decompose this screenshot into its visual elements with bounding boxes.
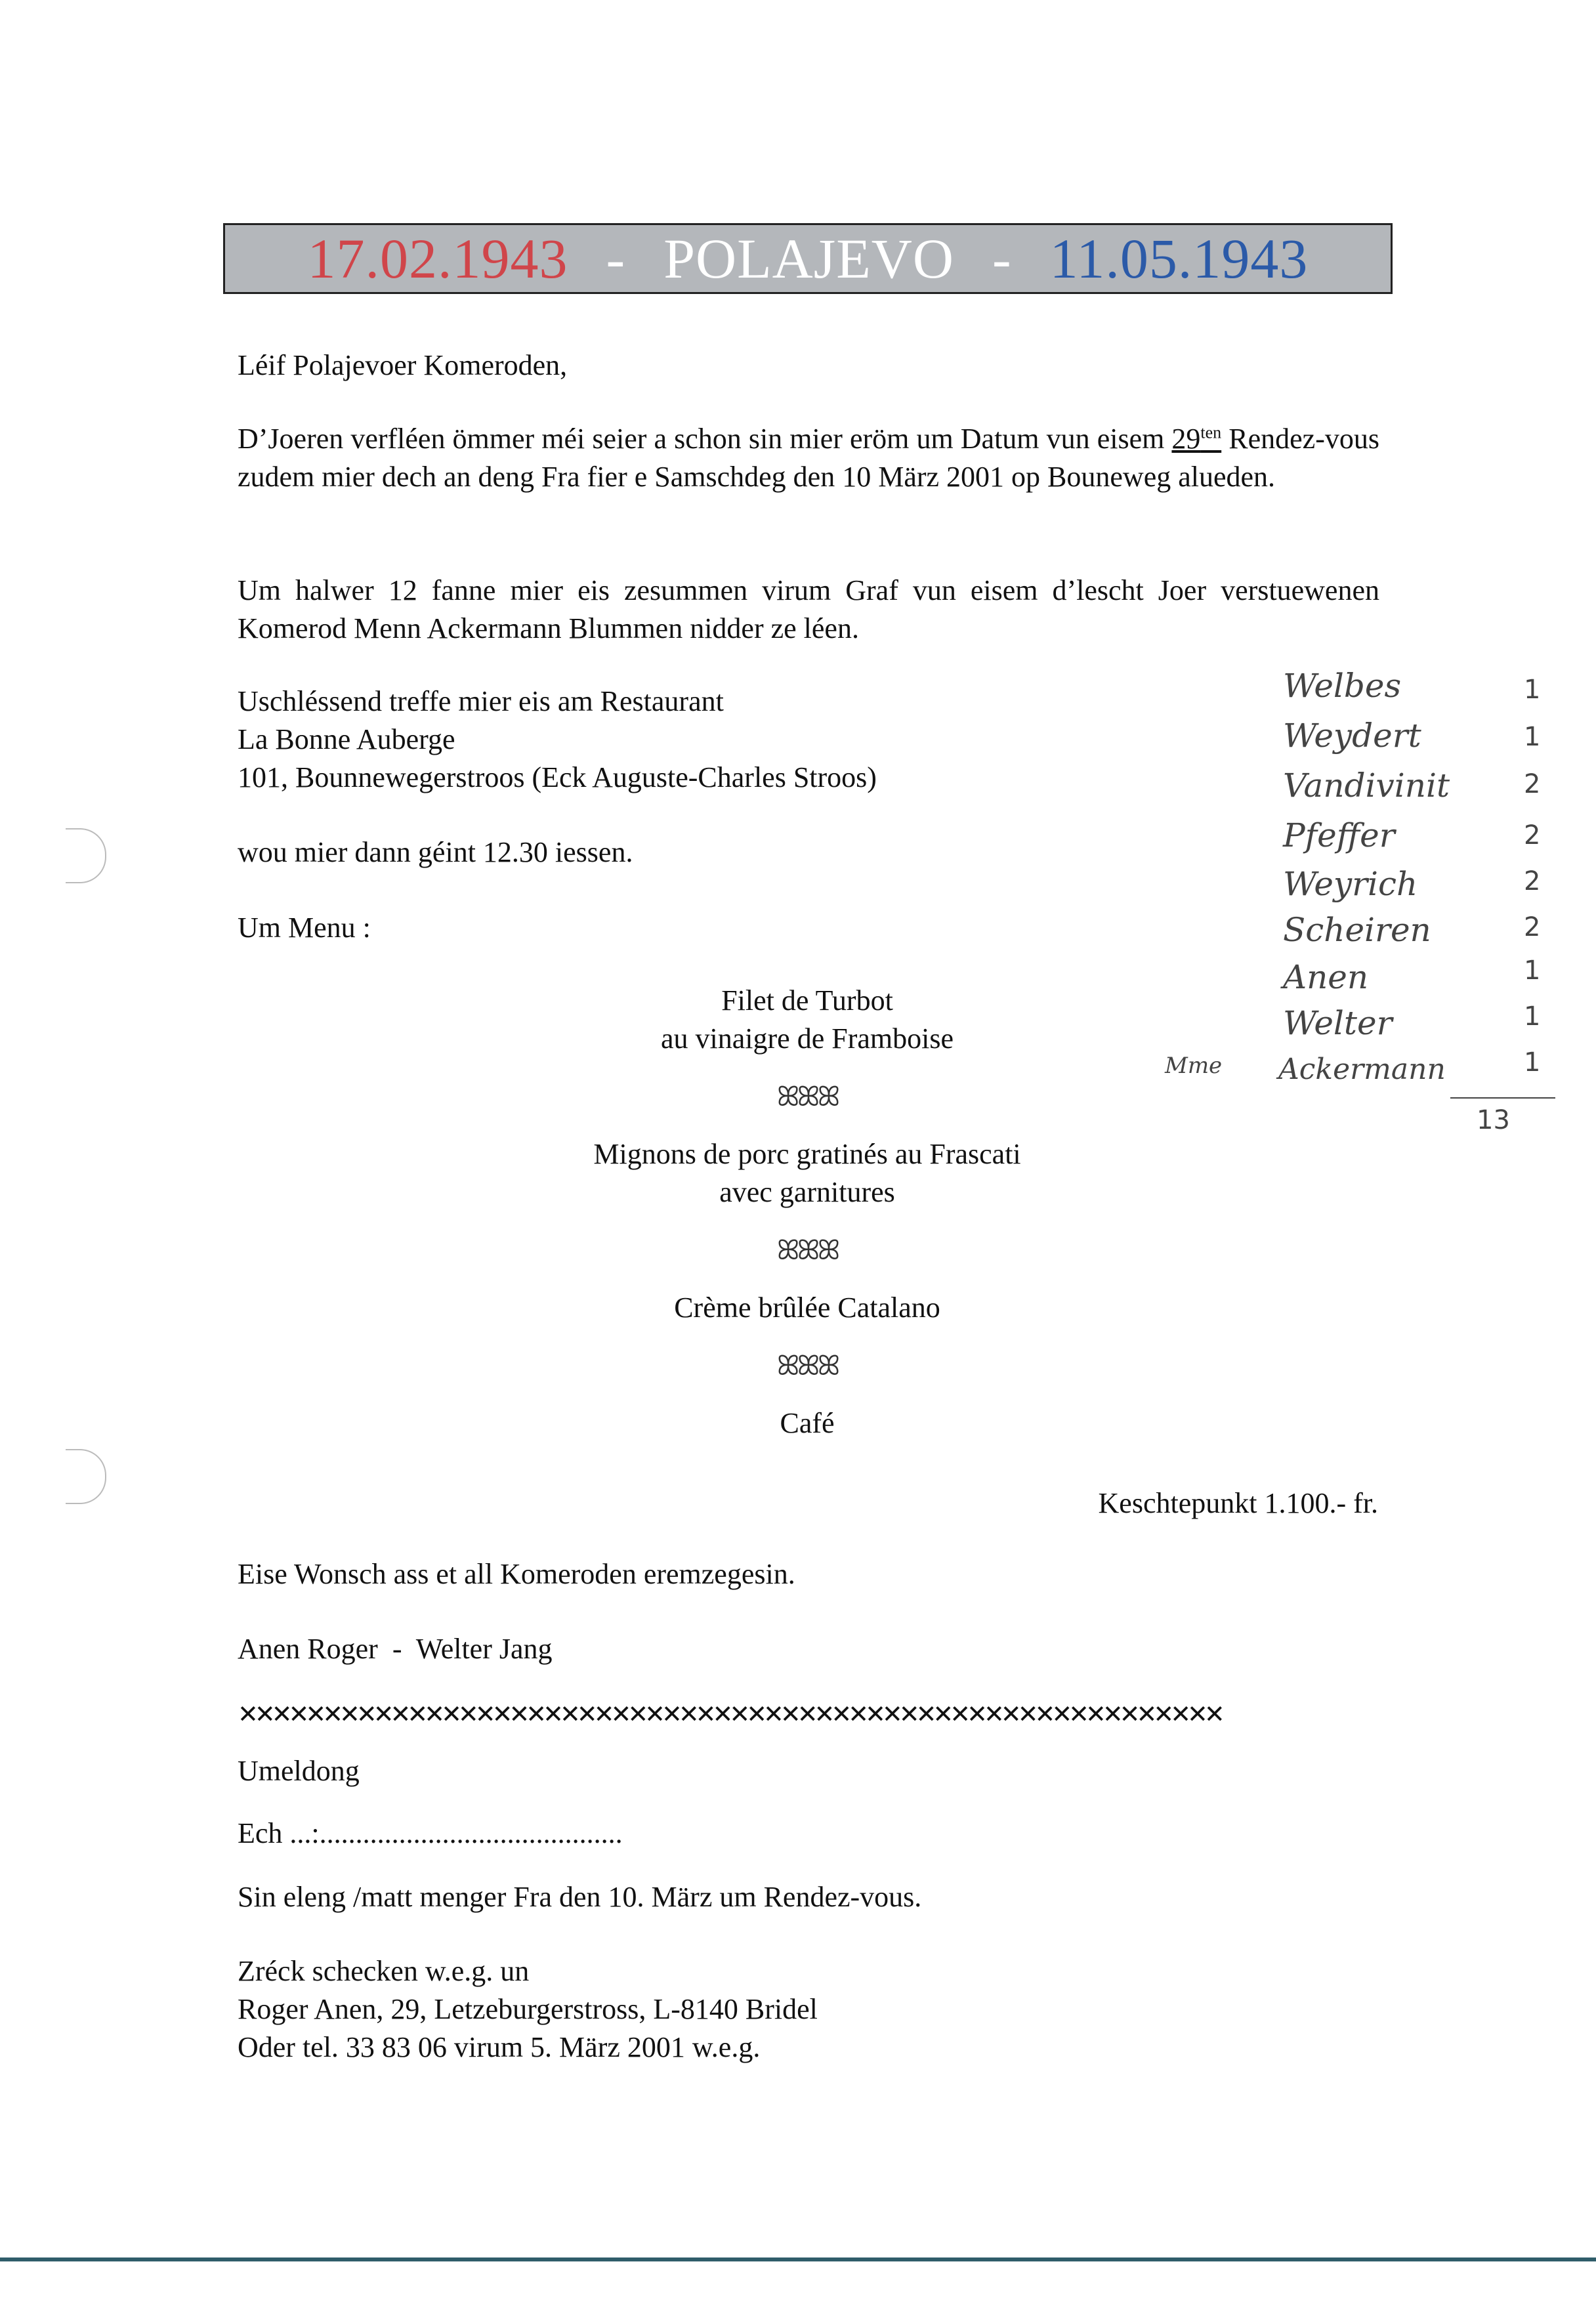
start-date: 17.02.1943 — [307, 227, 568, 290]
handwritten-count-8: 1 — [1524, 1001, 1541, 1032]
page-bottom-edge — [0, 2258, 1596, 2261]
title-dash-left: - — [606, 227, 626, 290]
signatures: Anen Roger - Welter Jang — [238, 1633, 553, 1665]
form-question: Sin eleng /matt menger Fra den 10. März um Rendez-vous. — [238, 1881, 922, 1913]
handwritten-name-9: Ackermann — [1278, 1053, 1446, 1086]
rendezvous-number-value: 29 — [1171, 423, 1201, 455]
handwritten-sum-line — [1450, 1097, 1555, 1099]
handwritten-name-4: Pfeffer — [1283, 816, 1395, 854]
form-name-line[interactable]: Ech ...:.......................................... — [238, 1817, 623, 1849]
menu-label: Um Menu : — [238, 912, 371, 944]
paragraph-invitation-start: D’Joeren verfléen ömmer méi seier a schon sin mier eröm um Datum vun eisem — [238, 423, 1172, 455]
handwritten-count-9: 1 — [1524, 1047, 1541, 1078]
handwritten-name-6: Scheiren — [1283, 911, 1431, 949]
price: Keschtepunkt 1.100.- fr. — [1098, 1487, 1378, 1519]
page-title: POLAJEVO — [663, 227, 954, 290]
handwritten-count-4: 2 — [1524, 820, 1541, 850]
form-title: Umeldong — [238, 1755, 360, 1787]
handwritten-count-7: 1 — [1524, 956, 1541, 986]
rendezvous-number — [1171, 423, 1221, 455]
paragraph-invitation — [238, 420, 1379, 496]
handwritten-count-6: 2 — [1524, 912, 1541, 942]
handwritten-count-1: 1 — [1524, 675, 1541, 705]
paragraph-memorial: Um halwer 12 fanne mier eis zesummen virum Graf vun eisem d’lescht Joer verstuewenen Komerod Menn Ackermann Blummen nidder ze léen. — [238, 574, 1379, 644]
return-line-3: Oder tel. 33 83 06 virum 5. März 2001 w.e.g. — [238, 2031, 761, 2063]
handwritten-count-5: 2 — [1524, 866, 1541, 896]
header-title-bar — [223, 223, 1393, 294]
handwritten-count-3: 2 — [1524, 769, 1541, 799]
rendezvous-number-suffix: ten — [1200, 423, 1222, 442]
menu-course-1-line-1: Filet de Turbot — [721, 984, 893, 1017]
handwritten-name-2: Weydert — [1283, 717, 1421, 755]
return-line-1: Zréck schecken w.e.g. un — [238, 1955, 530, 1987]
lunch-time: wou mier dann géint 12.30 iessen. — [238, 836, 633, 868]
punch-hole-mark-2 — [66, 1449, 106, 1504]
menu-ornament-3: ꕤꕤꕤ — [776, 1349, 838, 1381]
end-date: 11.05.1943 — [1049, 227, 1309, 290]
menu-course-2-line-2: avec garnitures — [719, 1176, 895, 1208]
handwritten-name-1: Welbes — [1283, 667, 1402, 705]
menu-course-3: Crème brûlée Catalano — [674, 1292, 940, 1324]
salutation: Léif Polajevoer Komeroden, — [238, 349, 568, 381]
handwritten-prefix: Mme — [1165, 1053, 1223, 1079]
menu-ornament-2: ꕤꕤꕤ — [776, 1234, 838, 1266]
closing-wish: Eise Wonsch ass et all Komeroden eremzegesin. — [238, 1558, 795, 1590]
handwritten-name-8: Welter — [1283, 1004, 1393, 1042]
menu-ornament-1: ꕤꕤꕤ — [776, 1080, 838, 1112]
menu-course-1-line-2: au vinaigre de Framboise — [661, 1022, 954, 1055]
menu-course-4: Café — [780, 1407, 835, 1439]
cross-divider: ✕✕✕✕✕✕✕✕✕✕✕✕✕✕✕✕✕✕✕✕✕✕✕✕✕✕✕✕✕✕✕✕✕✕✕✕✕✕✕✕✕✕✕✕✕✕✕✕✕✕✕✕✕✕✕✕✕✕ — [238, 1700, 1221, 1729]
paragraph-invitation-end: Rendez-vous zudem mier dech an deng Fra fier e Samschdeg den 10 März 2001 op Bouneweg alueden. — [238, 423, 1379, 493]
punch-hole-mark-1 — [66, 828, 106, 883]
handwritten-name-5: Weyrich — [1283, 865, 1418, 903]
title-dash-right: - — [992, 227, 1012, 290]
handwritten-name-7: Anen — [1283, 958, 1369, 996]
return-line-2: Roger Anen, 29, Letzeburgerstross, L-8140 Bridel — [238, 1993, 818, 2025]
restaurant-address: 101, Bounnewegerstroos (Eck Auguste-Charles Stroos) — [238, 761, 877, 793]
restaurant-name: La Bonne Auberge — [238, 723, 455, 755]
handwritten-total: 13 — [1477, 1105, 1510, 1135]
handwritten-name-3: Vandivinit — [1283, 766, 1450, 805]
menu-course-2-line-1: Mignons de porc gratinés au Frascati — [593, 1138, 1021, 1170]
handwritten-count-2: 1 — [1524, 722, 1541, 752]
restaurant-intro: Uschléssend treffe mier eis am Restaurant — [238, 685, 724, 717]
